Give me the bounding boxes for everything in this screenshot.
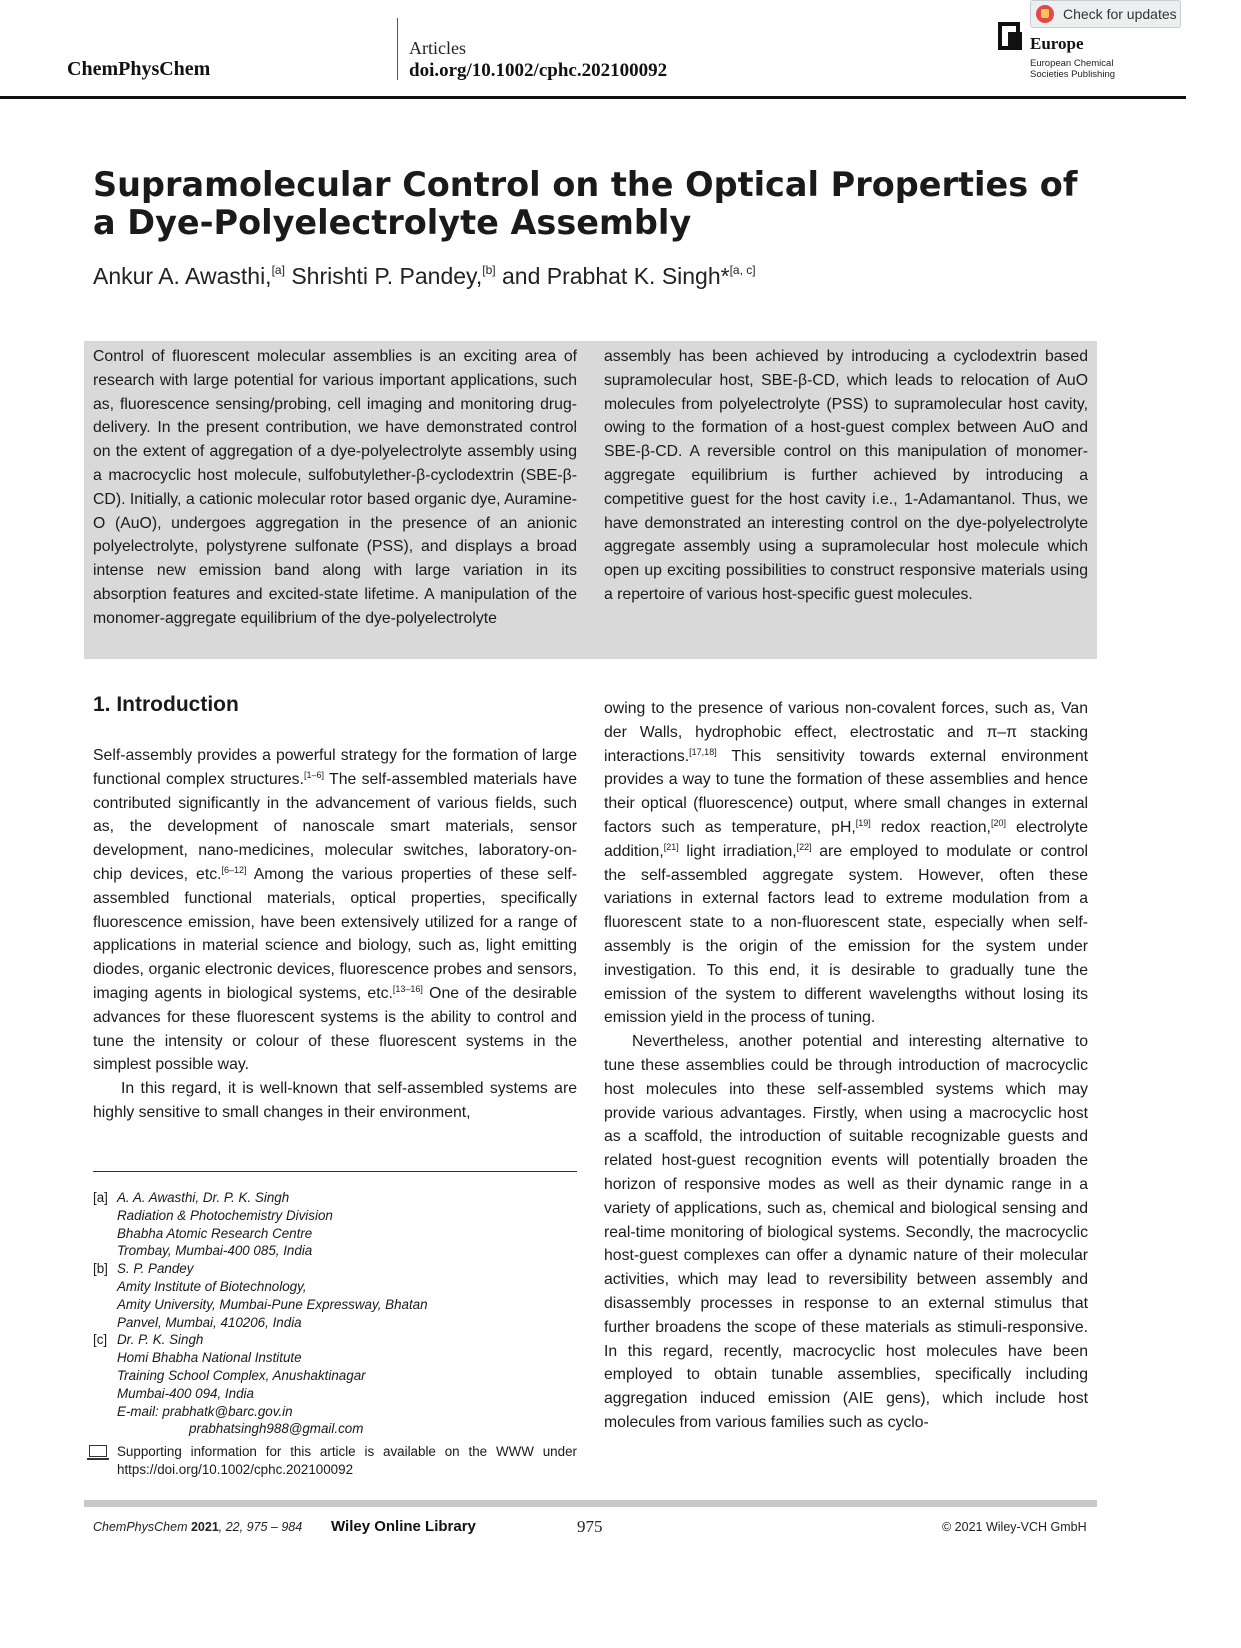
citation[interactable]: [1–6] (303, 769, 324, 780)
citation[interactable]: [20] (990, 817, 1006, 828)
citation[interactable]: [6–12] (221, 864, 247, 875)
author-affiliation-mark: [a, c] (729, 263, 756, 277)
journal-name: ChemPhysChem (67, 58, 211, 80)
footer-bar (84, 1500, 1097, 1507)
header-rule (0, 96, 1186, 99)
email-link[interactable]: E-mail: prabhatk@barc.gov.in (117, 1403, 293, 1419)
paragraph: owing to the presence of various non-covalent forces, such as, Van der Walls, hydrophobic effect, electrostatic and π–π stacking interactions.[17,18] This sensitivity towards external environment provides a way to tune the formation of these assemblies and hence their optical (fluorescence) output, where small changes in external factors such as temperature, pH,[19] redox reaction,[20] electrolyte addition,[21] light irradiation,[22] are employed to modulate or control the self-assembled aggregate system. However, often these variations in external factors lead to extreme modulation from a fluorescent state to a non-fluorescent state, especially when self-assembly is the origin of the emission for the system under investigation. To this end, it is desirable to gradually tune the emission of the system to different wavelengths without losing its emission yield in the process of tuning. (604, 700, 1089, 1027)
author-list (93, 263, 756, 290)
section-label: Articles (409, 38, 466, 58)
abstract-right-column: assembly has been achieved by introducing a cyclodextrin based supramolecular host, SBE-β-CD, which leads to relocation of AuO molecules from polyelectrolyte (PSS) to supramolecular host cavity, owing to the formation of a host-guest complex between AuO and SBE-β-CD. A reversible control on this manipulation of monomer-aggregate equilibrium is further achieved by introducing a competitive guest for the host cavity i.e., 1-Adamantanol. Thus, we have demonstrated an interesting control on the dye-polyelectrolyte aggregate assembly using a supramolecular host molecule which open up exciting possibilities to construct responsive materials using a repertoire of various host-specific guest molecules. (604, 348, 1088, 603)
check-updates-button[interactable] (1030, 0, 1181, 28)
supporting-info-text: Supporting information for this article is available on the WWW under https://doi.org/10.1002/cphc.202100092 (117, 1444, 577, 1477)
affiliation-label: [a] (93, 1190, 108, 1205)
citation[interactable]: [13–16] (392, 983, 423, 994)
affiliation-b: [b] S. P. Pandey Amity Institute of Biotechnology, Amity University, Mumbai-Pune Expressway, Bhatan Panvel, Mumbai, 410206, India (93, 1261, 428, 1330)
author-name: Shrishti P. Pandey, (291, 263, 483, 289)
section-heading: 1. Introduction (93, 693, 239, 716)
copyright: © 2021 Wiley-VCH GmbH (942, 1520, 1087, 1534)
citation[interactable]: [17,18] (689, 746, 717, 757)
author-affiliation-mark: [a] (271, 263, 285, 277)
author-name: and Prabhat K. Singh* (501, 263, 730, 289)
affiliation-label: [b] (93, 1261, 108, 1277)
doi-link[interactable]: doi.org/10.1002/cphc.202100092 (409, 60, 668, 81)
wiley-online-library-link[interactable]: Wiley Online Library (331, 1518, 476, 1535)
affiliations (93, 1189, 577, 1438)
publisher-logo-icon (998, 18, 1022, 50)
header-divider (397, 18, 398, 80)
publisher-name: Europe (1030, 34, 1084, 53)
footnote-rule (93, 1171, 577, 1172)
footer-citation: ChemPhysChem 2021, 22, 975 – 984 (93, 1520, 303, 1534)
paragraph: Nevertheless, another potential and interesting alternative to tune these assemblies could be through introduction of macrocyclic host molecules into these self-assembled systems which may provide various advantages. Firstly, when using a macrocyclic host as a scaffold, the introduction of suitable recognizable guests and related host-guest recognition events will potentially broaden the horizon of responsive modes as well as their dynamic range in a variety of applications, such as, chemical and biological sensing and real-time monitoring of biological systems. Secondly, the macrocyclic host-guest complexes can offer a dynamic nature of their molecular activities, which may lead to reversibility between assembly and disassembly processes in response to an external stimulus that further broadens the scope of these materials as stimuli-responsive. In this regard, recently, macrocyclic host molecules have been employed to obtain tunable assemblies, specifically including aggregation induced emission (AIE gens), which include host molecules from various families such as cyclo- (604, 1033, 1088, 1431)
check-updates-label: Check for updates (1063, 6, 1177, 22)
abstract-left-column: Control of fluorescent molecular assemblies is an exciting area of research with large potential for various important applications, such as, fluorescence sensing/probing, cell imaging and monitoring drug-delivery. In the present contribution, we have demonstrated control on the extent of aggregation of a dye-polyelectrolyte assembly using a macrocyclic host molecule, sulfobutylether-β-cyclodextrin (SBE-β-CD). Initially, a cationic molecular rotor based organic dye, Auramine-O (AuO), undergoes aggregation in the presence of an anionic polyelectrolyte, polystyrene sulfonate (PSS), and displays a broad intense new emission band along with large variation in its absorption features and excited-state lifetime. A manipulation of the monomer-aggregate equilibrium of the dye-polyelectrolyte (93, 348, 577, 627)
author-affiliation-mark: [b] (482, 263, 496, 277)
affiliation-c: [c] Dr. P. K. Singh Homi Bhabha National Institute Training School Complex, Anushaktinagar Mumbai-400 094, India E-mail: prabhatk@barc.gov.in prabhatsingh988@gmail.com (93, 1331, 577, 1438)
article-title: Supramolecular Control on the Optical Properties of a Dye-Polyelectrolyte Assembly (93, 165, 1078, 242)
citation[interactable]: [21] (663, 841, 679, 852)
page-number: 975 (577, 1517, 603, 1536)
author-name: Ankur A. Awasthi, (93, 263, 272, 289)
intro-left-column (93, 744, 577, 1125)
publisher-subtitle: European Chemical Societies Publishing (1030, 58, 1116, 80)
affiliation-a: [a] A. A. Awasthi, Dr. P. K. Singh Radiation & Photochemistry Division Bhabha Atomic Research Centre Trombay, Mumbai-400 085, India (93, 1190, 333, 1259)
intro-right-column (604, 697, 1088, 1435)
affiliation-label: [c] (93, 1332, 108, 1348)
paragraph: Self-assembly provides a powerful strategy for the formation of large functional complex structures.[1–6] The self-assembled materials have contributed significantly in the advancement of various fields, such as, the development of nanoscale smart materials, sensor development, nano-medicines, molecular switches, laboratory-on-chip devices, etc.[6–12] Among the various properties of these self-assembled functional materials, optical properties, specifically fluorescence emission, have been extensively utilized for a range of applications in material science and biology, such as, light emitting diodes, organic electronic devices, fluorescence probes and sensors, imaging agents in biological systems, etc.[13–16] One of the desirable advances for these fluorescent systems is the ability to control and tune the intensity or colour of these fluorescent systems in the simplest possible way. (93, 747, 578, 1074)
citation[interactable]: [22] (796, 841, 812, 852)
paragraph: In this regard, it is well-known that self-assembled systems are highly sensitive to small changes in their environment, (93, 1080, 577, 1121)
computer-icon (87, 1445, 109, 1461)
email-link[interactable]: prabhatsingh988@gmail.com (189, 1421, 364, 1437)
citation[interactable]: [19] (855, 817, 871, 828)
supporting-info-note (87, 1443, 577, 1479)
crossmark-icon (1036, 5, 1054, 23)
